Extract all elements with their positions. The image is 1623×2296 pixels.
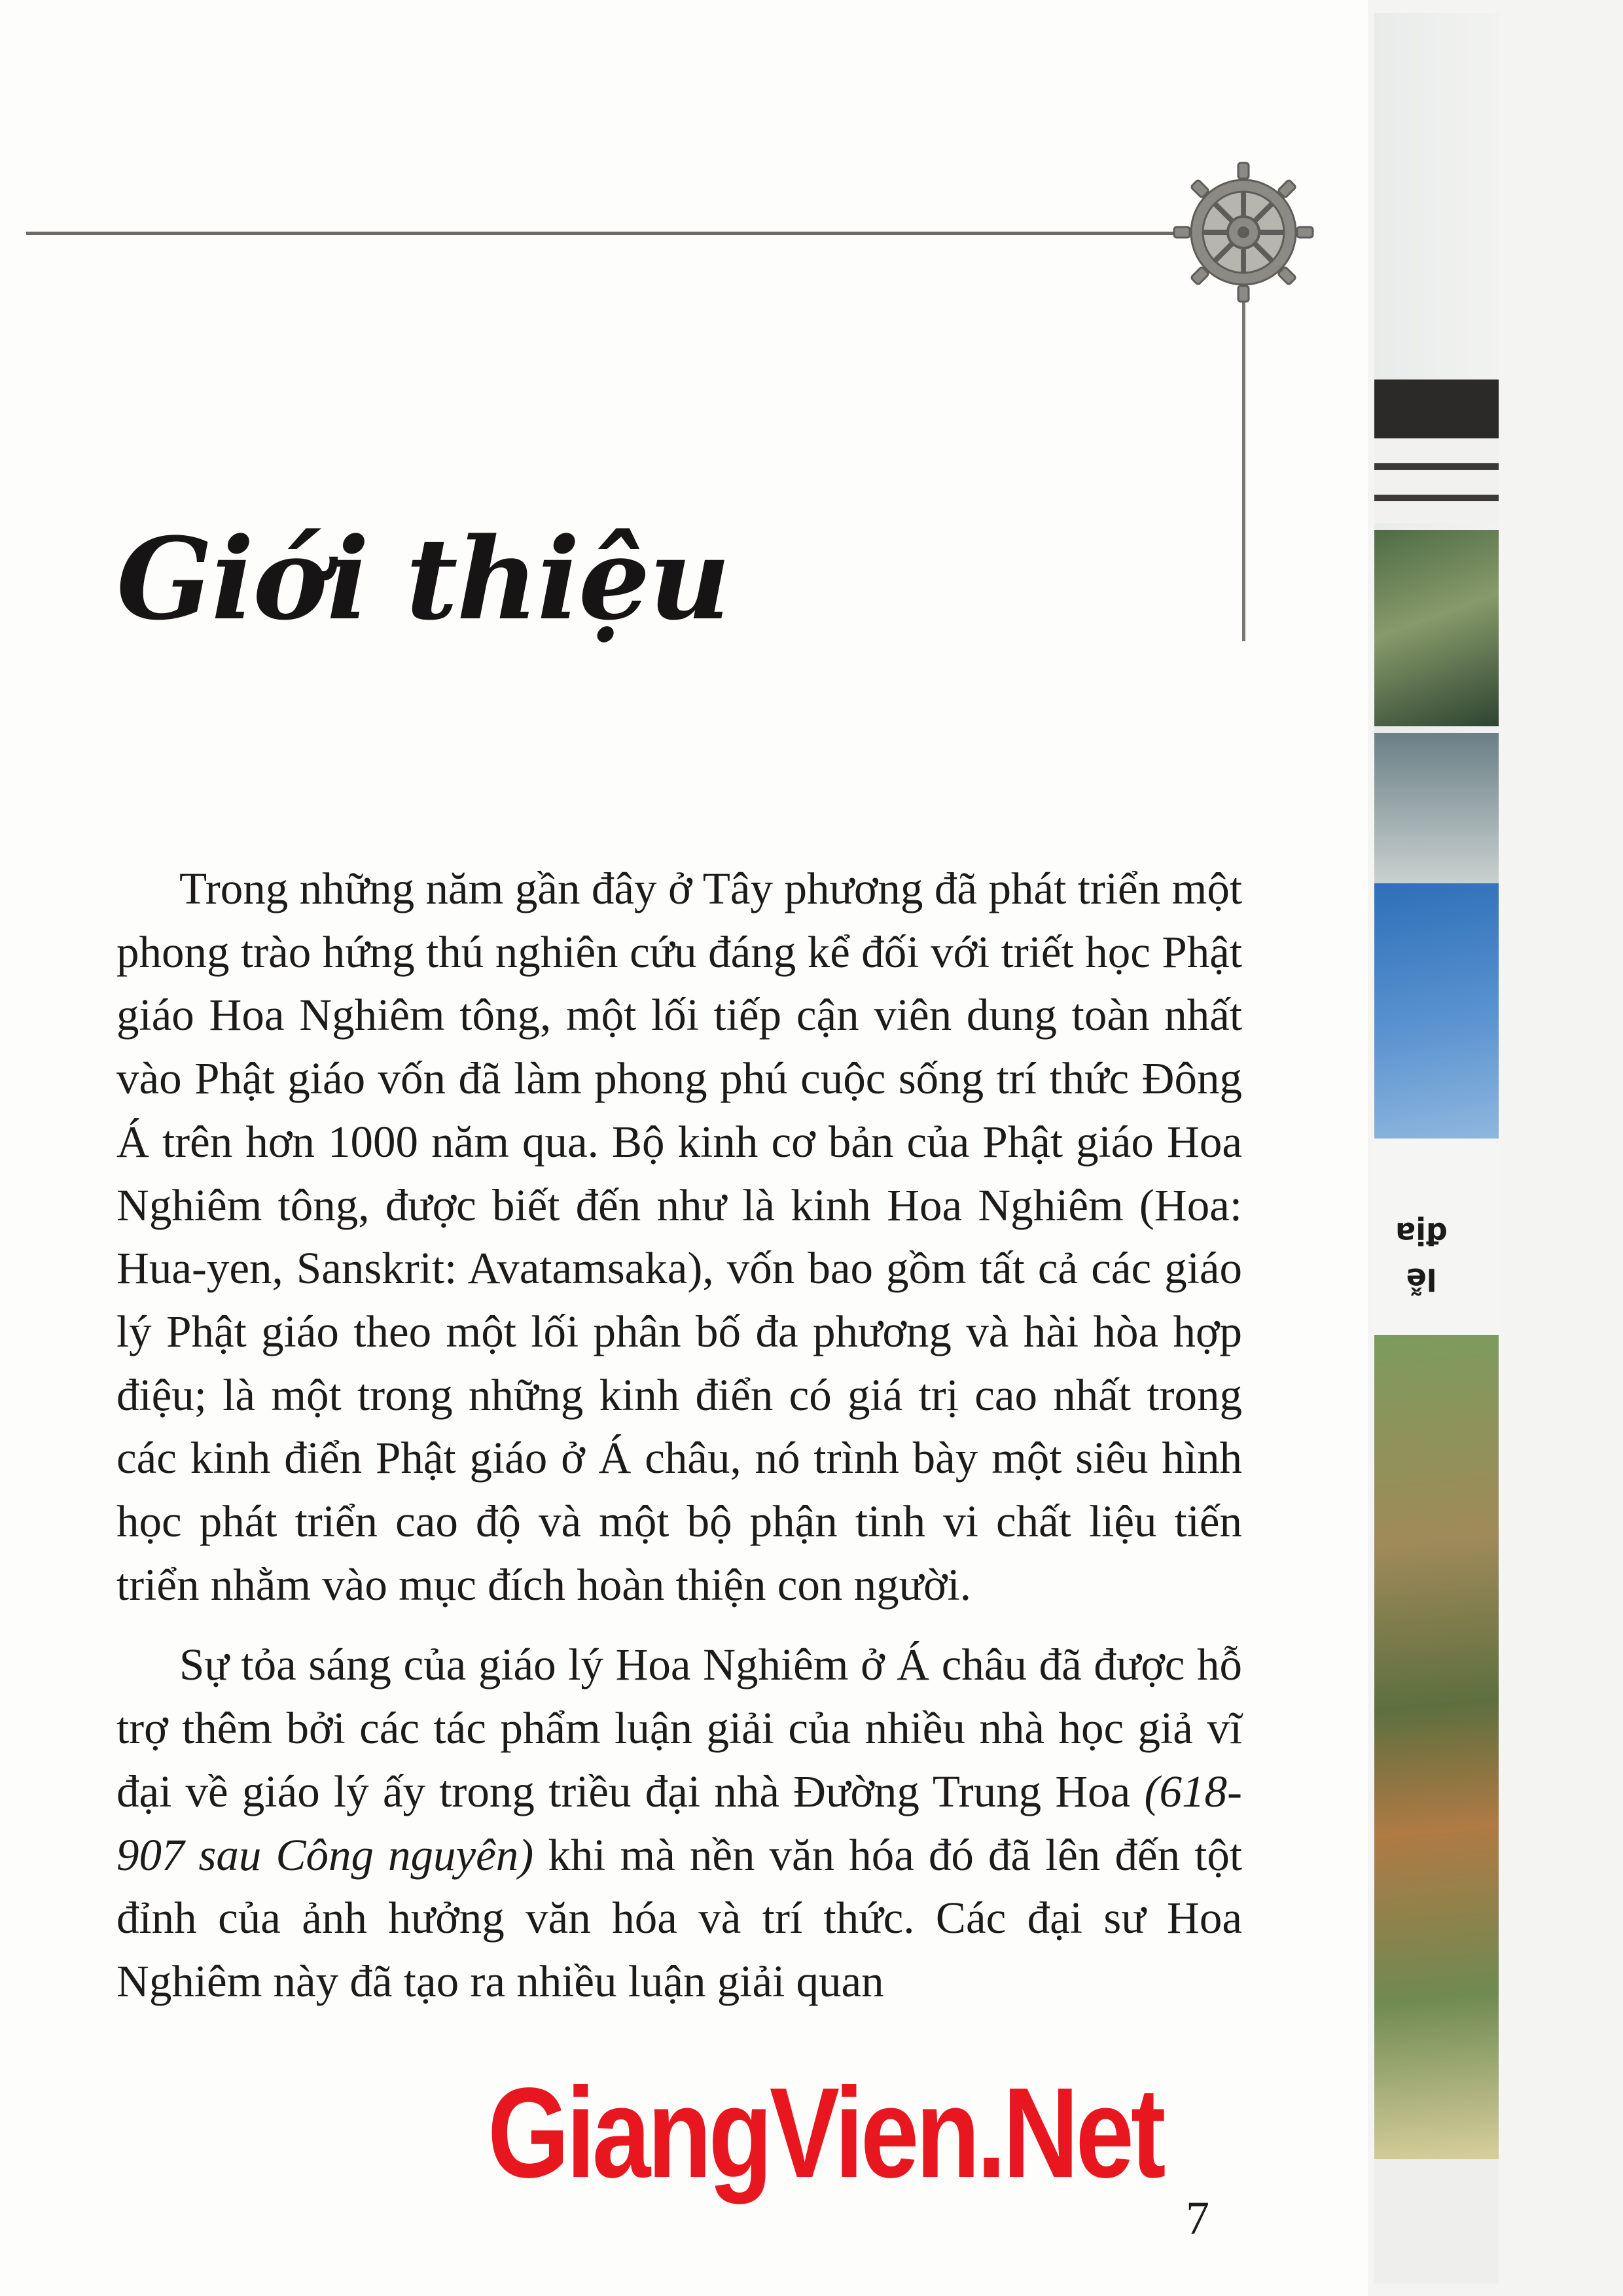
cover-label: lễ địa	[1395, 1216, 1448, 1297]
page-number: 7	[1186, 2192, 1209, 2244]
paragraph-2-text-a: Sự tỏa sáng của giáo lý Hoa Nghiêm ở Á châu đã được hỗ trợ thêm bởi các tác phẩm luận giải của nhiều nhà học giả vĩ đại về giáo lý ấy trong triều đại nhà Đường Trung Hoa	[116, 1640, 1242, 1816]
cover-blue-photo	[1374, 883, 1499, 1139]
body-text	[116, 857, 1242, 2013]
cover-dark-band	[1374, 380, 1499, 438]
vertical-rule	[1242, 275, 1245, 641]
watermark: GiangVien.Net	[488, 2061, 1163, 2204]
paragraph-2-text-b: khi mà nền văn hóa đó đã lên đến tột đỉnh của ảnh hưởng văn hóa và trí thức. Các đại sư Hoa Nghiêm này đã tạo ra nhiều luận giải quan	[116, 1829, 1243, 2006]
paragraph-1: Trong những năm gần đây ở Tây phương đã phát triển một phong trào hứng thú nghiên cứu đáng kể đối với triết học Phật giáo Hoa Nghiêm tông, một lối tiếp cận viên dung toàn nhất vào Phật giáo vốn đã làm phong phú cuộc sống trí thức Đông Á trên hơn 1000 năm qua. Bộ kinh cơ bản của Phật giáo Hoa Nghiêm tông, được biết đến như là kinh Hoa Nghiêm (Hoa: Hua-yen, Sanskrit: Avatamsaka), vốn bao gồm tất cả các giáo lý Phật giáo theo một lối phân bố đa phương và hài hòa hợp điệu; là một trong những kinh điển có giá trị cao nhất trong các kinh điển Phật giáo ở Á châu, nó trình bày một siêu hình học phát triển cao độ và một bộ phận tinh vi chất liệu tiến triển nhằm vào mục đích hoàn thiện con người.	[116, 864, 1242, 1610]
cover-foliage-photo	[1374, 530, 1499, 726]
date-range-italic: (618-907 sau Công nguyên)	[116, 1766, 1242, 1880]
cover-bottom-band	[1374, 2159, 1499, 2284]
adjacent-book-cover	[1374, 13, 1499, 2284]
cover-sky-photo	[1374, 733, 1499, 883]
chapter-title: Giới thiệu	[116, 512, 730, 645]
dharma-wheel-icon	[1171, 160, 1315, 304]
cover-scene-photo	[1374, 1335, 1499, 2159]
header-rule	[26, 232, 1185, 235]
paragraph-2	[116, 1633, 1242, 2013]
cover-striped-band	[1374, 438, 1499, 523]
